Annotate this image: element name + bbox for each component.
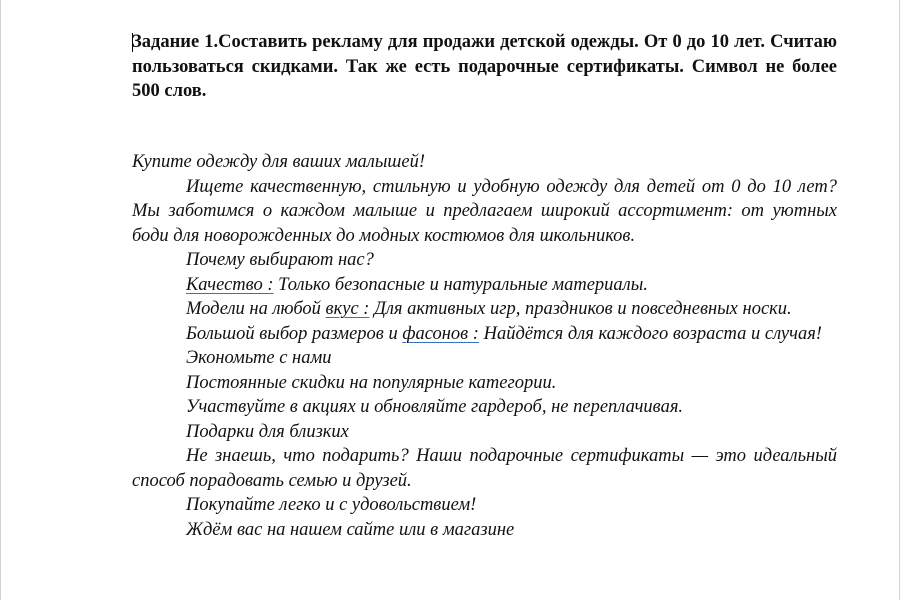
paragraph-text: Модели на любой <box>186 299 326 319</box>
ad-title[interactable]: Купите одежду для ваших малышей! <box>132 152 425 172</box>
ad-intro-paragraph[interactable]: Ищете качественную, стильную и удобную одежду для детей от 0 до 10 лет? Мы заботимся о каждом малыше и предлагаем широкий ассортимент: от уютных боди для новорожденных до модных костюмов для школьников. <box>132 176 837 246</box>
sizes-paragraph[interactable] <box>132 322 837 347</box>
paragraph-text: Большой выбор размеров и <box>186 323 403 344</box>
models-paragraph[interactable] <box>132 297 837 322</box>
paragraph-text: Для активных игр, праздников и повседневных носки. <box>369 299 792 319</box>
paragraph-text: Найдётся для каждого возраста и случая! <box>478 323 822 344</box>
shop-easily-paragraph[interactable]: Покупайте легко и с удовольствием! <box>186 495 477 515</box>
task-section <box>132 30 837 104</box>
why-us-heading[interactable]: Почему выбирают нас? <box>186 250 374 270</box>
gifts-heading[interactable]: Подарки для близких <box>186 421 349 442</box>
save-heading[interactable]: Экономьте с нами <box>186 348 332 368</box>
promotions-paragraph[interactable]: Участвуйте в акциях и обновляйте гардероб, не переплачивая. <box>186 397 684 417</box>
gift-certificates-paragraph[interactable]: Не знаешь, что подарить? Наши подарочные сертификаты — это идеальный способ порадовать семью и друзей. <box>132 446 837 491</box>
ad-text <box>132 150 837 542</box>
spellcheck-underlined-term[interactable]: Качество : <box>186 274 274 295</box>
visit-us-paragraph[interactable]: Ждём вас на нашем сайте или в магазине <box>186 519 515 540</box>
quality-paragraph[interactable] <box>132 273 837 298</box>
paragraph-text: Только безопасные и натуральные материалы. <box>273 274 648 295</box>
task-heading[interactable]: Задание 1.Составить рекламу для продажи детской одежды. От 0 до 10 лет. Считаю пользоваться скидками. Так же есть подарочные сертификаты. Символ не более 500 слов. <box>132 32 837 101</box>
discounts-paragraph[interactable]: Постоянные скидки на популярные категории. <box>186 372 557 393</box>
spellcheck-underlined-term[interactable]: фасонов : <box>402 323 479 344</box>
spellcheck-underlined-term[interactable]: вкус : <box>325 299 370 319</box>
